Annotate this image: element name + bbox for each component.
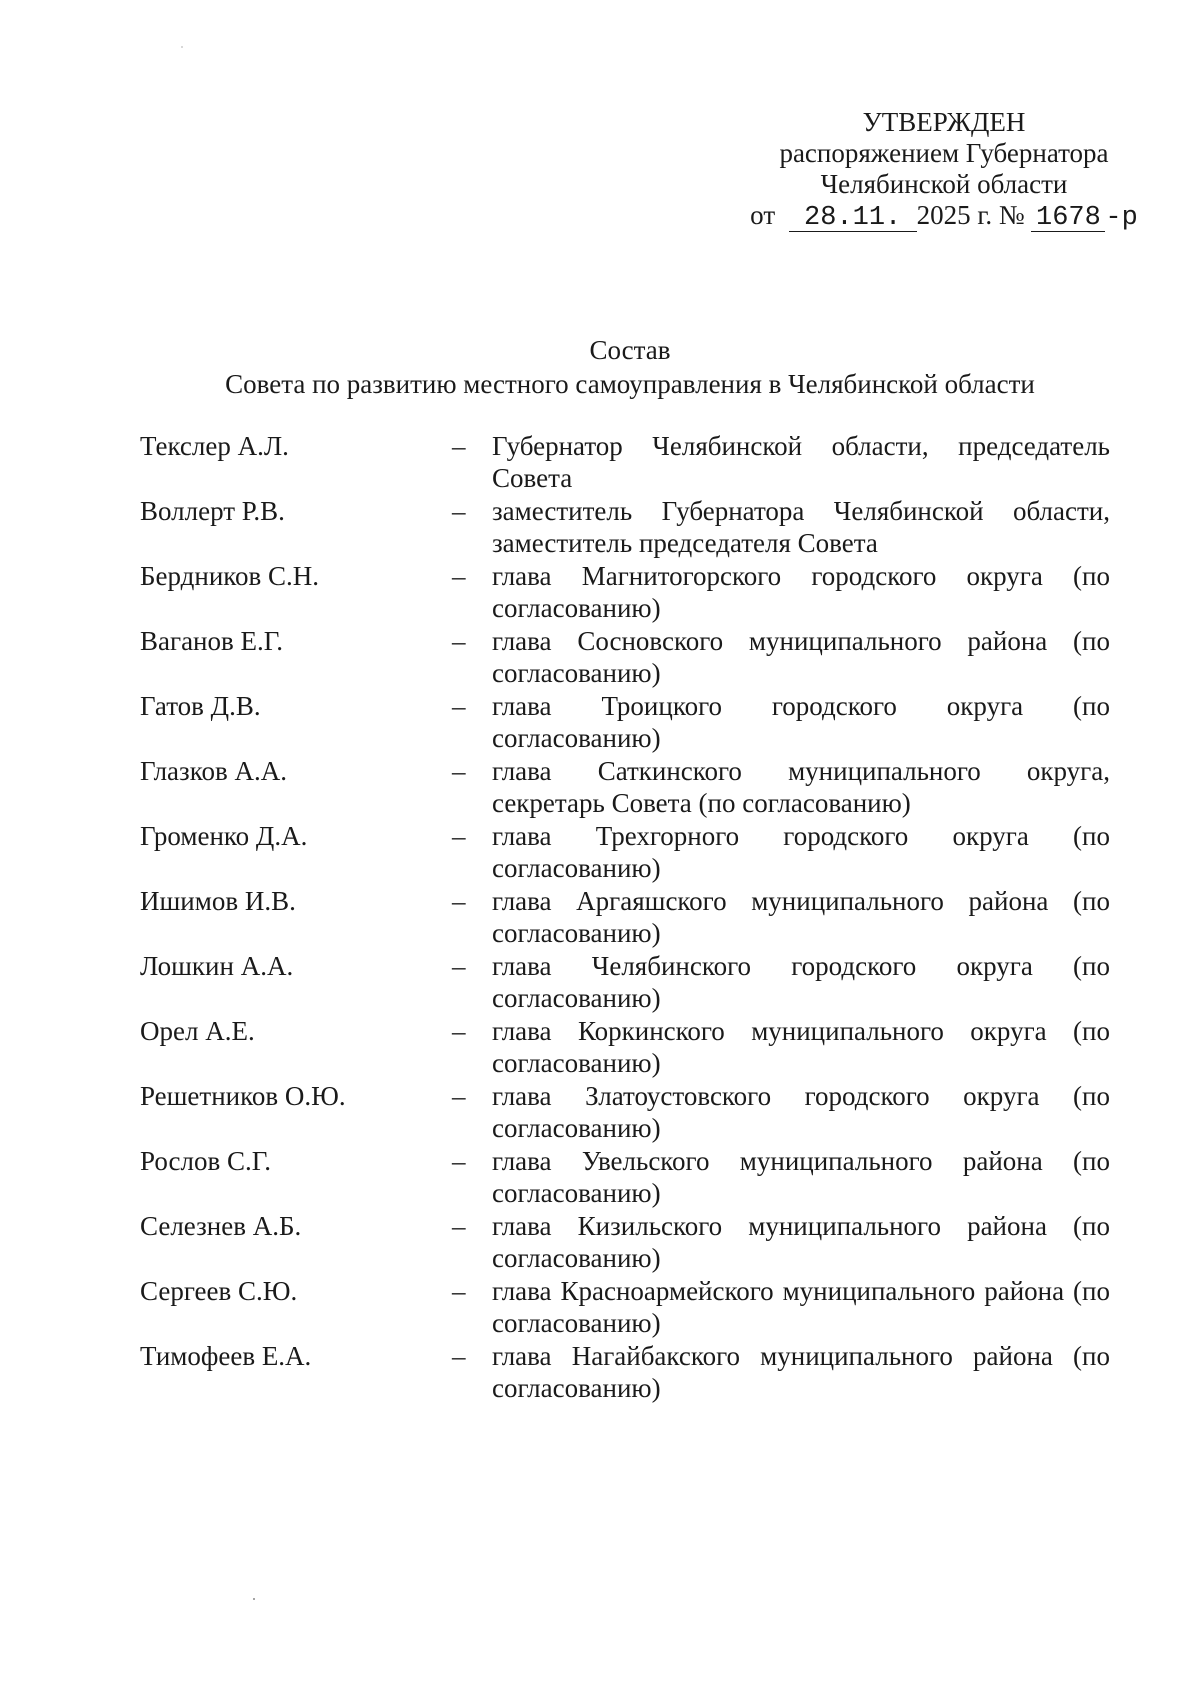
member-row (140, 1340, 1110, 1404)
member-dash: – (452, 1211, 466, 1241)
member-row (140, 1015, 1110, 1079)
member-row (140, 560, 1110, 624)
member-role: заместитель Губернатора Челябинской области, заместитель председателя Совета (492, 496, 1110, 558)
member-row (140, 1145, 1110, 1209)
approval-stamp (744, 107, 1144, 234)
member-row (140, 950, 1110, 1014)
member-role: глава Троицкого городского округа (по согласованию) (492, 691, 1110, 753)
member-role: глава Кизильского муниципального района (по согласованию) (492, 1211, 1110, 1273)
approval-line-1: распоряжением Губернатора (779, 138, 1109, 168)
member-dash: – (452, 1341, 466, 1371)
member-name: Ишимов И.В. (140, 886, 296, 916)
member-dash: – (452, 561, 466, 591)
member-name: Селезнев А.Б. (140, 1211, 302, 1241)
approval-line-2: Челябинской области (820, 169, 1068, 199)
scan-speck (253, 1598, 255, 1600)
member-role: глава Сосновского муниципального района (по согласованию) (492, 626, 1110, 688)
member-name: Громенко Д.А. (140, 821, 308, 851)
year-text: 2025 г. № (916, 200, 1025, 230)
member-dash: – (452, 1081, 466, 1111)
member-row (140, 625, 1110, 689)
document-title (0, 333, 1200, 401)
approval-date-line (750, 200, 1138, 233)
member-dash: – (452, 496, 466, 526)
number-suffix: -р (1105, 203, 1138, 233)
member-row (140, 755, 1110, 819)
member-dash: – (452, 1016, 466, 1046)
member-dash: – (452, 1276, 466, 1306)
member-row (140, 885, 1110, 949)
member-name: Ваганов Е.Г. (140, 626, 284, 656)
member-name: Глазков А.А. (140, 756, 287, 786)
member-role: Губернатор Челябинской области, председатель Совета (492, 431, 1110, 493)
member-dash: – (452, 626, 466, 656)
member-row (140, 430, 1110, 494)
member-name: Сергеев С.Ю. (140, 1276, 298, 1306)
title-line-1: Состав (589, 335, 671, 365)
member-name: Тимофеев Е.А. (140, 1341, 312, 1371)
member-row (140, 1210, 1110, 1274)
member-role: глава Аргаяшского муниципального района (по согласованию) (492, 886, 1110, 948)
member-role: глава Нагайбакского муниципального района (по согласованию) (492, 1341, 1110, 1403)
member-role: глава Магнитогорского городского округа (по согласованию) (492, 561, 1110, 623)
member-name: Лошкин А.А. (140, 951, 294, 981)
member-name: Гатов Д.В. (140, 691, 261, 721)
member-name: Рослов С.Г. (140, 1146, 272, 1176)
member-name: Решетников О.Ю. (140, 1081, 346, 1111)
title-line-2: Совета по развитию местного самоуправления в Челябинской области (225, 369, 1035, 399)
members-list (140, 430, 1110, 1405)
member-dash: – (452, 691, 466, 721)
member-role: глава Саткинского муниципального округа, секретарь Совета (по согласованию) (492, 756, 1110, 818)
member-dash: – (452, 886, 466, 916)
date-field: 28.11. (789, 205, 917, 232)
member-role: глава Увельского муниципального района (по согласованию) (492, 1146, 1110, 1208)
member-dash: – (452, 821, 466, 851)
member-role: глава Трехгорного городского округа (по согласованию) (492, 821, 1110, 883)
member-name: Орел А.Е. (140, 1016, 255, 1046)
member-role: глава Коркинского муниципального округа (по согласованию) (492, 1016, 1110, 1078)
number-field: 1678 (1031, 205, 1105, 232)
member-row (140, 1275, 1110, 1339)
member-dash: – (452, 431, 466, 461)
member-name: Воллерт Р.В. (140, 496, 285, 526)
date-prefix: от (750, 200, 776, 230)
member-role: глава Красноармейского муниципального района (по согласованию) (492, 1276, 1110, 1338)
member-name: Бердников С.Н. (140, 561, 320, 591)
member-dash: – (452, 756, 466, 786)
member-role: глава Челябинского городского округа (по согласованию) (492, 951, 1110, 1013)
member-row (140, 690, 1110, 754)
member-dash: – (452, 951, 466, 981)
member-name: Текслер А.Л. (140, 431, 289, 461)
member-row (140, 495, 1110, 559)
scan-speck (181, 46, 183, 48)
approval-heading: УТВЕРЖДЕН (862, 107, 1026, 137)
member-dash: – (452, 1146, 466, 1176)
member-role: глава Златоустовского городского округа (по согласованию) (492, 1081, 1110, 1143)
member-row (140, 1080, 1110, 1144)
member-row (140, 820, 1110, 884)
